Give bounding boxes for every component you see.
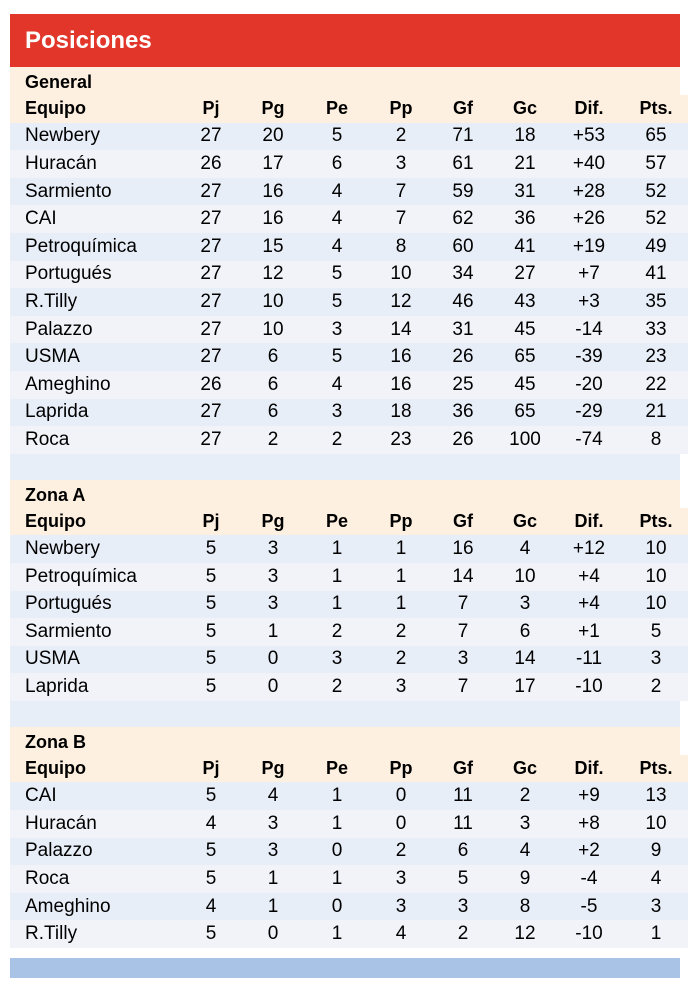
stat-cell: 65 (514, 401, 536, 423)
stat-cell: 27 (200, 346, 222, 368)
stat-cell: 2 (395, 840, 407, 862)
stat-cell: 3 (267, 565, 279, 587)
team-name: Huracán (25, 812, 97, 834)
standings-table (10, 755, 688, 948)
stat-cell: 2 (331, 428, 343, 450)
stat-cell: 27 (200, 235, 222, 257)
stat-cell: +4 (578, 593, 600, 615)
stat-cell: 2 (650, 676, 662, 698)
stat-cell: 3 (519, 812, 531, 834)
stat-cell: 31 (514, 180, 536, 202)
team-name: Newbery (25, 125, 100, 147)
stat-cell: 5 (650, 620, 662, 642)
column-header: Dif. (574, 758, 604, 779)
stat-cell: 3 (650, 895, 662, 917)
stat-cell: 3 (395, 895, 407, 917)
stat-cell: -14 (575, 318, 603, 340)
stat-cell: 4 (331, 180, 343, 202)
column-header: Gf (453, 758, 473, 779)
stat-cell: 0 (267, 676, 279, 698)
stat-cell: 61 (452, 152, 474, 174)
stat-cell: 1 (267, 895, 279, 917)
stat-cell: 3 (331, 318, 343, 340)
stat-cell: 10 (645, 538, 667, 560)
stat-cell: 31 (452, 318, 474, 340)
stat-cell: 5 (205, 565, 217, 587)
table-row (10, 893, 688, 921)
section-divider (10, 701, 680, 727)
stat-cell: 41 (514, 235, 536, 257)
stat-cell: +12 (572, 538, 606, 560)
stat-cell: 0 (331, 840, 343, 862)
table-row (10, 591, 688, 619)
team-name: Newbery (25, 538, 100, 560)
stat-cell: 43 (514, 290, 536, 312)
stat-cell: 14 (514, 648, 536, 670)
stat-cell: 12 (514, 923, 536, 945)
stat-cell: 1 (395, 565, 407, 587)
stat-cell: 2 (331, 676, 343, 698)
stat-cell: 6 (267, 346, 279, 368)
column-header: Pj (202, 98, 220, 119)
stat-cell: 4 (331, 373, 343, 395)
stat-cell: 9 (519, 868, 531, 890)
stat-cell: 27 (200, 125, 222, 147)
stat-cell: -11 (575, 648, 603, 670)
stat-cell: 1 (395, 538, 407, 560)
stat-cell: 5 (205, 785, 217, 807)
stat-cell: 14 (390, 318, 412, 340)
section-title: Zona A (25, 484, 86, 505)
stat-cell: +1 (578, 620, 600, 642)
stat-cell: 4 (267, 785, 279, 807)
stat-cell: 4 (519, 538, 531, 560)
stat-cell: 26 (452, 346, 474, 368)
team-name: Sarmiento (25, 180, 112, 202)
stat-cell: 27 (200, 208, 222, 230)
stat-cell: 1 (331, 812, 343, 834)
stat-cell: 3 (519, 593, 531, 615)
stat-cell: 3 (395, 152, 407, 174)
stat-cell: 52 (645, 208, 667, 230)
stat-cell: 62 (452, 208, 474, 230)
header-row (10, 508, 688, 536)
stat-cell: 7 (457, 593, 469, 615)
stat-cell: 36 (452, 401, 474, 423)
stat-cell: 57 (645, 152, 667, 174)
stat-cell: 16 (390, 346, 412, 368)
column-header: Gf (453, 98, 473, 119)
stat-cell: 27 (200, 401, 222, 423)
section-title: Zona B (25, 731, 86, 752)
header-row (10, 755, 688, 783)
stat-cell: 10 (262, 318, 284, 340)
stat-cell: 18 (390, 401, 412, 423)
stat-cell: 11 (453, 812, 473, 834)
stat-cell: 4 (331, 208, 343, 230)
stat-cell: 6 (267, 401, 279, 423)
stat-cell: 3 (395, 868, 407, 890)
stat-cell: 3 (267, 840, 279, 862)
stat-cell: 0 (267, 923, 279, 945)
stat-cell: 1 (331, 593, 343, 615)
stat-cell: 8 (650, 428, 662, 450)
stat-cell: 3 (331, 401, 343, 423)
table-row (10, 150, 688, 178)
stat-cell: 1 (267, 620, 279, 642)
stat-cell: 27 (200, 318, 222, 340)
stat-cell: 60 (452, 235, 474, 257)
stat-cell: -4 (580, 868, 598, 890)
team-name: Portugués (25, 593, 112, 615)
stat-cell: 3 (267, 538, 279, 560)
stat-cell: 46 (452, 290, 474, 312)
stat-cell: 2 (267, 428, 279, 450)
stat-cell: 2 (395, 648, 407, 670)
stat-cell: 33 (645, 318, 667, 340)
column-header: Gc (512, 98, 537, 119)
stat-cell: 7 (457, 676, 469, 698)
stat-cell: 25 (452, 373, 474, 395)
stat-cell: 3 (267, 812, 279, 834)
stat-cell: +2 (578, 840, 600, 862)
stat-cell: 4 (205, 812, 217, 834)
column-header: Pg (261, 758, 285, 779)
stat-cell: 4 (650, 868, 662, 890)
stat-cell: 9 (650, 840, 662, 862)
team-name: Ameghino (25, 895, 111, 917)
stat-cell: 1 (331, 923, 343, 945)
stat-cell: 18 (514, 125, 536, 147)
stat-cell: 14 (452, 565, 474, 587)
stat-cell: 10 (645, 593, 667, 615)
column-header: Gc (512, 758, 537, 779)
stat-cell: 11 (453, 785, 473, 807)
column-header: Pj (202, 511, 220, 532)
stat-cell: 27 (200, 180, 222, 202)
stat-cell: 6 (519, 620, 531, 642)
stat-cell: 36 (514, 208, 536, 230)
stat-cell: 23 (645, 346, 667, 368)
stat-cell: 3 (395, 676, 407, 698)
stat-cell: 27 (514, 263, 536, 285)
stat-cell: 4 (519, 840, 531, 862)
stat-cell: 2 (395, 125, 407, 147)
stat-cell: 21 (645, 401, 667, 423)
stat-cell: 5 (331, 290, 343, 312)
column-header: Pg (261, 511, 285, 532)
stat-cell: 1 (331, 538, 343, 560)
team-name: Petroquímica (25, 565, 137, 587)
stat-cell: 12 (262, 263, 284, 285)
stat-cell: 5 (205, 868, 217, 890)
stat-cell: 27 (200, 290, 222, 312)
stat-cell: +9 (578, 785, 600, 807)
stat-cell: 41 (645, 263, 667, 285)
table-row (10, 920, 688, 948)
stat-cell: 23 (390, 428, 412, 450)
stat-cell: +7 (578, 263, 600, 285)
table-row (10, 810, 688, 838)
stat-cell: 0 (395, 785, 407, 807)
stat-cell: 65 (645, 125, 667, 147)
table-row (10, 233, 688, 261)
stat-cell: 10 (262, 290, 284, 312)
stat-cell: 10 (645, 812, 667, 834)
team-name: Laprida (25, 401, 89, 423)
column-header: Equipo (25, 511, 86, 532)
stat-cell: 10 (645, 565, 667, 587)
table-row (10, 261, 688, 289)
stat-cell: 1 (331, 785, 343, 807)
column-header: Pts. (639, 511, 673, 532)
stat-cell: -10 (575, 923, 603, 945)
stat-cell: 6 (267, 373, 279, 395)
table-row (10, 646, 688, 674)
stat-cell: 10 (514, 565, 536, 587)
column-header: Pe (325, 758, 349, 779)
stat-cell: 0 (267, 648, 279, 670)
stat-cell: 5 (205, 923, 217, 945)
team-name: Sarmiento (25, 620, 112, 642)
column-header: Pe (325, 511, 349, 532)
table-row (10, 865, 688, 893)
stat-cell: -5 (580, 895, 598, 917)
column-header: Pg (261, 98, 285, 119)
section-divider (10, 454, 680, 480)
stat-cell: -39 (575, 346, 603, 368)
stat-cell: 26 (200, 373, 222, 395)
team-name: Portugués (25, 263, 112, 285)
column-header: Pts. (639, 98, 673, 119)
stat-cell: 2 (457, 923, 469, 945)
stat-cell: 5 (331, 346, 343, 368)
stat-cell: 15 (262, 235, 284, 257)
standings-table (10, 95, 688, 454)
table-row (10, 426, 688, 454)
table-row (10, 123, 688, 151)
stat-cell: +19 (572, 235, 606, 257)
table-row (10, 618, 688, 646)
column-header: Pe (325, 98, 349, 119)
team-name: USMA (25, 346, 80, 368)
column-header: Pts. (639, 758, 673, 779)
section-general (10, 67, 680, 454)
stat-cell: 6 (457, 840, 469, 862)
stat-cell: 100 (509, 428, 541, 450)
stat-cell: 27 (200, 428, 222, 450)
stat-cell: 59 (452, 180, 474, 202)
stat-cell: 27 (200, 263, 222, 285)
stat-cell: 4 (205, 895, 217, 917)
stat-cell: 5 (457, 868, 469, 890)
stat-cell: 5 (205, 648, 217, 670)
team-name: Laprida (25, 676, 89, 698)
stat-cell: 16 (262, 180, 284, 202)
footer-bar (10, 958, 680, 978)
stat-cell: +53 (572, 125, 606, 147)
stat-cell: +8 (578, 812, 600, 834)
stat-cell: 49 (645, 235, 667, 257)
header-row (10, 95, 688, 123)
table-row (10, 288, 688, 316)
stat-cell: 34 (452, 263, 474, 285)
table-row (10, 399, 688, 427)
stat-cell: 7 (395, 208, 407, 230)
stat-cell: 5 (205, 538, 217, 560)
stat-cell: 13 (645, 785, 667, 807)
stat-cell: 3 (457, 895, 469, 917)
table-row (10, 205, 688, 233)
stat-cell: 7 (395, 180, 407, 202)
column-header: Dif. (574, 511, 604, 532)
section-title: General (25, 72, 93, 92)
stat-cell: 1 (331, 565, 343, 587)
team-name: R.Tilly (25, 290, 78, 312)
stat-cell: 52 (645, 180, 667, 202)
stat-cell: 7 (457, 620, 469, 642)
stat-cell: 10 (390, 263, 412, 285)
column-header: Pp (389, 758, 413, 779)
stat-cell: 2 (519, 785, 531, 807)
stat-cell: 4 (395, 923, 407, 945)
stat-cell: 20 (262, 125, 284, 147)
stat-cell: 1 (331, 868, 343, 890)
section-zona-b (10, 727, 680, 948)
table-row (10, 178, 688, 206)
column-header: Pp (389, 511, 413, 532)
stat-cell: 1 (650, 923, 662, 945)
stat-cell: 5 (205, 620, 217, 642)
stat-cell: -20 (575, 373, 603, 395)
team-name: Ameghino (25, 373, 111, 395)
stat-cell: 3 (267, 593, 279, 615)
table-row (10, 563, 688, 591)
standings-table (10, 508, 688, 701)
stat-cell: +4 (578, 565, 600, 587)
stat-cell: +26 (572, 208, 606, 230)
stat-cell: 2 (395, 620, 407, 642)
stat-cell: -10 (575, 676, 603, 698)
team-name: Roca (25, 428, 70, 450)
stat-cell: +3 (578, 290, 600, 312)
stat-cell: 65 (514, 346, 536, 368)
stat-cell: 3 (650, 648, 662, 670)
page-title: Posiciones (10, 14, 680, 67)
stat-cell: +40 (572, 152, 606, 174)
stat-cell: 1 (267, 868, 279, 890)
stat-cell: 17 (514, 676, 536, 698)
stat-cell: 5 (205, 593, 217, 615)
table-row (10, 535, 688, 563)
stat-cell: 1 (395, 593, 407, 615)
stat-cell: 16 (262, 208, 284, 230)
table-row (10, 343, 688, 371)
stat-cell: 26 (200, 152, 222, 174)
stat-cell: 45 (514, 318, 536, 340)
column-header: Gc (512, 511, 537, 532)
column-header: Pp (389, 98, 413, 119)
stat-cell: 16 (452, 538, 474, 560)
stat-cell: +28 (572, 180, 606, 202)
stat-cell: 8 (519, 895, 531, 917)
stat-cell: 45 (514, 373, 536, 395)
stat-cell: -74 (575, 428, 603, 450)
stat-cell: 0 (331, 895, 343, 917)
table-row (10, 838, 688, 866)
team-name: USMA (25, 648, 80, 670)
stat-cell: 22 (645, 373, 667, 395)
team-name: Palazzo (25, 840, 93, 862)
table-row (10, 673, 688, 701)
stat-cell: 17 (262, 152, 284, 174)
stat-cell: 35 (645, 290, 667, 312)
stat-cell: 5 (205, 840, 217, 862)
table-row (10, 782, 688, 810)
column-header: Pj (202, 758, 220, 779)
team-name: Huracán (25, 152, 97, 174)
stat-cell: 3 (331, 648, 343, 670)
team-name: Palazzo (25, 318, 93, 340)
column-header: Gf (453, 511, 473, 532)
section-zona-a (10, 480, 680, 701)
stat-cell: 2 (331, 620, 343, 642)
sections-container (10, 67, 680, 948)
stat-cell: 8 (395, 235, 407, 257)
table-row (10, 371, 688, 399)
stat-cell: 5 (331, 263, 343, 285)
column-header: Equipo (25, 98, 86, 119)
stat-cell: 71 (452, 125, 474, 147)
stat-cell: 4 (331, 235, 343, 257)
stat-cell: 26 (452, 428, 474, 450)
stat-cell: 5 (331, 125, 343, 147)
stat-cell: 21 (514, 152, 536, 174)
stat-cell: 5 (205, 676, 217, 698)
stat-cell: 6 (331, 152, 343, 174)
table-row (10, 316, 688, 344)
stat-cell: 12 (390, 290, 412, 312)
team-name: R.Tilly (25, 923, 78, 945)
stat-cell: -29 (575, 401, 603, 423)
stat-cell: 3 (457, 648, 469, 670)
team-name: CAI (25, 208, 57, 230)
stat-cell: 0 (395, 812, 407, 834)
column-header: Equipo (25, 758, 86, 779)
standings-card (10, 14, 680, 978)
stat-cell: 16 (390, 373, 412, 395)
column-header: Dif. (574, 98, 604, 119)
team-name: CAI (25, 785, 57, 807)
team-name: Roca (25, 868, 70, 890)
team-name: Petroquímica (25, 235, 137, 257)
